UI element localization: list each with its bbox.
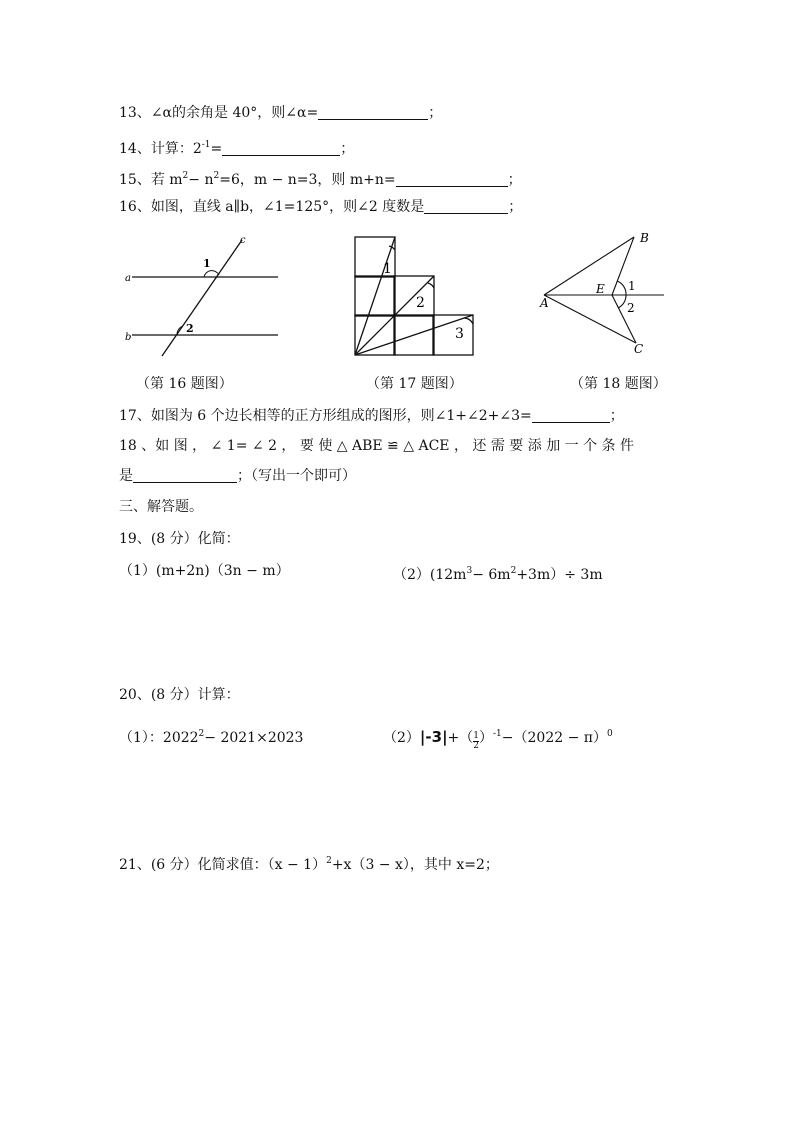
q21-exp: 2 <box>326 856 332 866</box>
q19p2-exp1: 3 <box>466 566 473 576</box>
fraction-denominator: 2 <box>473 741 480 751</box>
angle3-arc <box>464 318 473 324</box>
caption-fig16: （第 16 题图） <box>136 376 233 392</box>
q17-text: 17、如图为 6 个边长相等的正方形组成的图形，则∠1+∠2+∠3= <box>119 408 532 424</box>
question-13 <box>119 104 442 122</box>
q16-end: ； <box>508 199 523 215</box>
q15-rest: =6，m − n=3，则 m+n= <box>219 172 396 188</box>
q19p2-exp2: 2 <box>510 566 517 576</box>
q19-part1: （1）(m+2n)（3n − m） <box>119 563 290 579</box>
question-14 <box>119 136 354 158</box>
q19p2-post: +3m）÷ 3m <box>516 567 603 583</box>
label-B: B <box>640 231 649 245</box>
question-20-title: 20、(8 分）计算： <box>119 687 240 703</box>
q20p2-close: ） <box>479 730 494 746</box>
label-angle3: 3 <box>455 326 464 342</box>
q13-text: 13、∠α的余角是 40°，则∠α= <box>119 105 319 121</box>
q13-answer-blank[interactable] <box>318 105 428 120</box>
section-heading: 三、解答题。 <box>119 499 203 515</box>
figure-17 <box>352 234 476 358</box>
q19p2-pre: （2）(12m <box>393 567 467 583</box>
segment-AB <box>544 237 634 295</box>
q20p2-rest: −（2022 − π） <box>501 730 607 746</box>
q20p1-pre: （1）：2022 <box>119 730 199 746</box>
question-21 <box>119 852 499 874</box>
q13-end: ； <box>428 105 443 121</box>
label-C: C <box>634 342 644 356</box>
label-angle2: 2 <box>627 301 635 315</box>
caption-fig18: （第 18 题图） <box>570 376 667 392</box>
line-c <box>162 240 242 356</box>
q14-end: ； <box>340 141 355 157</box>
q14-text: 14、计算：2 <box>119 141 202 157</box>
q20p2-exp1: -1 <box>493 729 502 739</box>
q15-exp2: 2 <box>213 171 220 181</box>
label-a: a <box>125 273 131 284</box>
q15-mid: − n <box>188 172 214 188</box>
fraction-numerator: 1 <box>473 731 480 741</box>
q15-answer-blank[interactable] <box>396 172 508 187</box>
label-angle1: 1 <box>383 261 392 277</box>
question-16 <box>119 198 522 216</box>
q14-equals: = <box>210 141 223 157</box>
q20-part2 <box>383 725 613 751</box>
q16-answer-blank[interactable] <box>424 199 508 214</box>
label-angle1: 1 <box>203 257 211 270</box>
q19p2-mid: − 6m <box>472 567 511 583</box>
angle1-arc <box>389 246 395 250</box>
q20p2-pre: （2） <box>383 730 420 746</box>
q18-end: ；（写出一个即可） <box>237 468 356 484</box>
question-19-title: 19、(8 分）化简： <box>119 531 240 547</box>
angle2-arc <box>618 295 626 308</box>
question-18-line2 <box>119 467 356 485</box>
q20p2-exp0: 0 <box>607 729 613 739</box>
figure-18 <box>536 226 668 360</box>
q14-answer-blank[interactable] <box>222 141 340 156</box>
label-b: b <box>125 332 132 343</box>
q19-part2 <box>393 562 603 584</box>
q20p1-exp: 2 <box>198 729 205 739</box>
q15-end: ； <box>507 172 522 188</box>
question-18-line1: 18 、如 图 ， ∠ 1= ∠ 2 ， 要 使 △ ABE ≌ △ ACE ， 还 需 要 添 加 一 个 条 件 <box>119 438 634 454</box>
q20p1-post: − 2021×2023 <box>204 730 304 746</box>
question-17 <box>119 407 624 425</box>
q16-text: 16、如图，直线 a∥b，∠1=125°，则∠2 度数是 <box>119 199 425 215</box>
q20p2-abs: |-3| <box>419 728 448 746</box>
q17-end: ； <box>609 408 624 424</box>
q17-answer-blank[interactable] <box>532 408 610 423</box>
q20-part1 <box>119 725 303 747</box>
question-15 <box>119 167 522 189</box>
q21-post: +x（3 − x），其中 x=2； <box>331 857 499 873</box>
figure-16 <box>118 232 286 362</box>
q18-text: 是 <box>119 468 133 484</box>
label-E: E <box>596 282 605 296</box>
square-6 <box>433 315 473 355</box>
segment-1 <box>355 237 395 355</box>
q15-text: 15、若 m <box>119 172 183 188</box>
angle1-arc <box>617 281 626 295</box>
label-angle1: 1 <box>628 279 636 293</box>
segment-AC <box>544 295 636 343</box>
label-angle2: 2 <box>416 295 425 311</box>
q14-exponent: -1 <box>201 140 211 150</box>
caption-fig17: （第 17 题图） <box>366 376 463 392</box>
label-A: A <box>540 296 549 310</box>
q15-exp1: 2 <box>182 171 189 181</box>
q21-pre: 21、(6 分）化简求值：（x − 1） <box>119 857 327 873</box>
label-angle2: 2 <box>186 322 194 335</box>
angle2-arc <box>428 283 434 288</box>
q20p2-plus: +（ <box>447 730 474 746</box>
q18-answer-blank[interactable] <box>133 468 237 483</box>
label-c: c <box>240 235 246 246</box>
